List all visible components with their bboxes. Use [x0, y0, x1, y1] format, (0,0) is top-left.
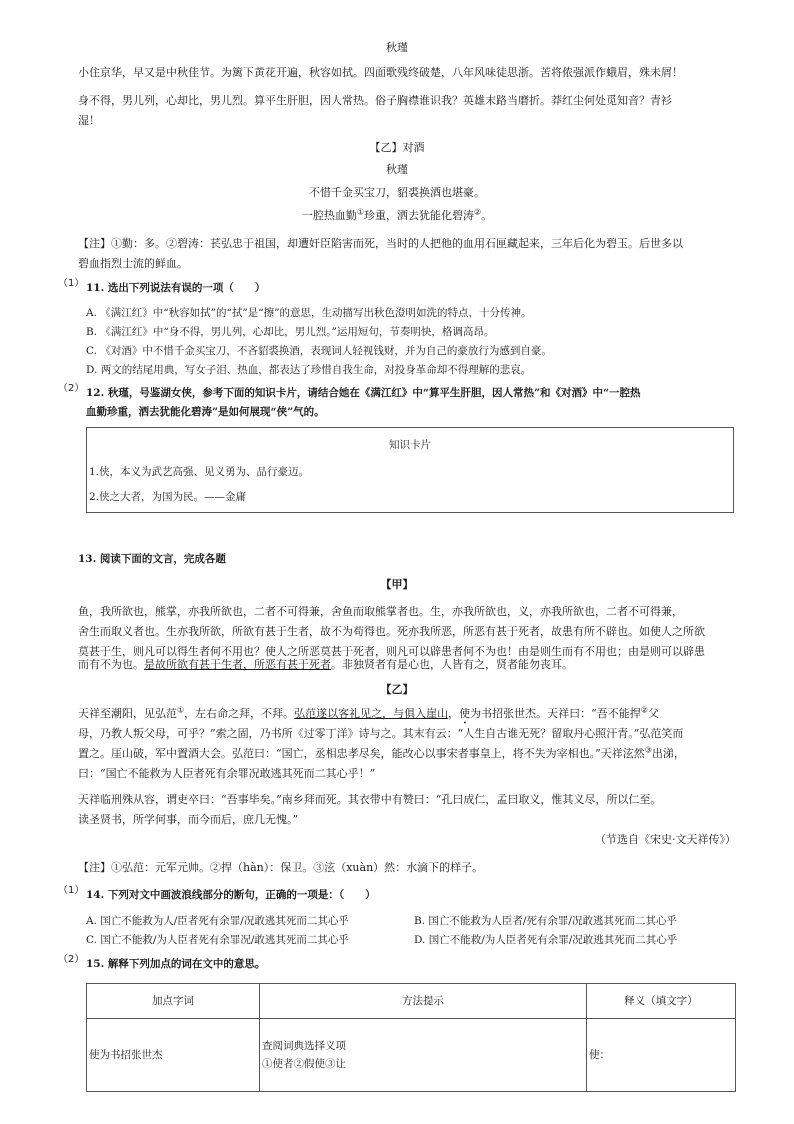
q15-index: （2）: [58, 954, 85, 965]
jia-line-2: 舍生而取义者也。生亦我所欲，所欲有甚于生者，故不为苟得也。死亦我所恶，所恶有甚于死者，故患有所不辟也。如使人之所欲: [78, 625, 705, 638]
yi-line-1e: 父: [647, 707, 659, 720]
yi-line-1a: 天祥至潮阳，见弘范: [78, 707, 177, 720]
q11-option-d[interactable]: D. 两文的结尾用典，写女子泪、热血，都表达了珍惜自我生命，对投身革命却不得理解的悲哀。: [86, 364, 532, 376]
yi-note: 【注】①弘范：元军元帅。②捍（hàn）：保卫。③泫（xuàn）然：水滴下的样子。: [78, 861, 484, 874]
poem2-author: 秋瑾: [386, 163, 408, 176]
q11-option-b[interactable]: B. 《满江红》中“身不得，男儿列，心却比，男儿烈。”运用短句，节奏明快，格调高昂。: [86, 326, 495, 338]
q12-index: （2）: [58, 383, 85, 394]
yi-line-1c: ，: [448, 707, 460, 720]
method-table: [86, 983, 736, 1092]
yi-line-3b: 出涕，: [651, 747, 685, 760]
q12-stem-line-1: 12. 秋瑾，号鉴湖女侠，参考下面的知识卡片，请结合她在《满江红》中“算平生肝胆，因人常热”和《对酒》中“一腔热: [86, 387, 641, 399]
yi-line-1b: ，左右命之拜，不拜。: [184, 707, 295, 720]
footnote-mark-yi-3: ③: [644, 745, 652, 755]
header-meaning: 释义（填文字）: [587, 984, 736, 1019]
header-word: 加点字词: [87, 984, 260, 1019]
poem2-line-2c: 。: [481, 209, 493, 222]
poem1-line-1: 小住京华，早又是中秋佳节。为篱下黄花开遍，秋容如拭。四面歌残终破楚，八年风味徒思浙。苦将侬强派作蛾眉，殊未屑！: [78, 66, 683, 79]
q11-index: （1）: [58, 278, 85, 289]
yi-line-3: [78, 744, 738, 763]
yi-underlined-sentence: 弘范遂以客礼见之，与俱入崖山: [294, 707, 449, 720]
yi-line-2: 母，乃教人叛父母，可乎？”索之固，乃书所《过零丁洋》诗与之。其末有云：“人生自古谁无死？留取丹心照汗青。”弘范笑而: [78, 727, 684, 740]
table-row: [87, 1019, 736, 1092]
knowledge-card-title: 知识卡片: [389, 439, 431, 451]
method-line-1: 查阅词典选择义项: [262, 1039, 346, 1052]
q15-stem: 15. 解释下列加点的词在文中的意思。: [86, 958, 266, 970]
passage-jia-label: 【甲】: [380, 578, 414, 591]
answer-cell[interactable]: 使：: [587, 1019, 736, 1092]
table-header-row: [87, 984, 736, 1019]
cell-method: [260, 1019, 587, 1092]
q12-stem-line-2: 血勤珍重，洒去犹能化碧涛”是如何展现“侠”气的。: [86, 406, 325, 418]
footnote-mark-yi-1: ①: [177, 705, 185, 715]
passage-yi-label: 【乙】: [380, 683, 414, 696]
q14-option-c[interactable]: C. 国亡不能救/为人臣者死有余罪况/敢逃其死而二其心乎: [86, 934, 349, 946]
poem1-line-2: 身不得，男儿列，心却比，男儿烈。算平生肝胆，因人常热。俗子胸襟谁识我？英雄末路当磨折。莽红尘何处觅知音？青衫: [78, 94, 672, 107]
poem2-line-1: 不惜千金买宝刀，貂裘换酒也堪豪。: [309, 186, 485, 199]
q14-option-b[interactable]: B. 国亡不能救为人臣者/死有余罪/况敢逃其死而二其心乎: [414, 915, 677, 927]
jia-line-4: [78, 655, 738, 674]
yi-line-5: 天祥临刑殊从容，谓吏卒曰：“吾事毕矣。”南乡拜而死。其衣带中有赞曰：“孔曰成仁，孟曰取义，惟其义尽，所以仁至。: [78, 793, 662, 806]
footnote-mark-yi-2: ②: [640, 705, 648, 715]
yi-line-4: 曰：“国亡不能救为人臣者死有余罪况敢逃其死而二其心乎！”: [78, 767, 376, 780]
yi-line-6: 读圣贤书，所学何事，而今而后，庶几无愧。”: [78, 813, 299, 826]
yi-line-3a: 置之。厓山破，军中置酒大会。弘范曰：“国亡，丞相忠孝尽矣，能改心以事宋者事皇上，将不失为宰相也。”天祥泫然: [78, 747, 645, 760]
yi-source: （节选自《宋史·文天祥传》）: [595, 833, 736, 846]
footnote-mark-2: ②: [474, 207, 482, 217]
note1-line-2: 碧血指烈士流的鲜血。: [78, 257, 188, 270]
q14-stem: 14. 下列对文中画波浪线部分的断句，正确的一项是：（ ）: [86, 889, 376, 901]
q11-option-c[interactable]: C. 《对酒》中不惜千金买宝刀，不吝貂裘换酒，表现词人轻视钱财，并为自己的豪放行为感到自豪。: [86, 345, 552, 357]
note1-line-1: 【注】①勤：多。②碧涛：苌弘忠于祖国，却遭奸臣陷害而死，当时的人把他的血用石匣藏起来，三年后化为碧玉。后世多以: [78, 237, 683, 250]
poem1-line-3: 湿！: [78, 114, 100, 127]
q11-option-a[interactable]: A. 《满江红》中“秋容如拭”的“拭”是“擦”的意思，生动描写出秋色澄明如洗的特点，十分传神。: [86, 307, 532, 319]
yi-line-1d: 为书招张世杰。天祥曰：“吾不能捍: [470, 707, 641, 720]
q14-index: （1）: [58, 885, 85, 896]
q13-heading: 13. 阅读下面的文言，完成各题: [78, 553, 226, 565]
method-line-2: ①使者②假使③让: [262, 1058, 346, 1070]
jia-underlined-sentence: 是故所欲有甚于生者，所恶有甚于死者: [144, 658, 331, 671]
knowledge-card-item-2: 2.侠之大者，为国为民。——金庸: [89, 491, 247, 503]
jia-line-3: 莫甚于生，则凡可以得生者何不用也？使人之所恶莫甚于死者，则凡可以辟患者何不为也！由是则生而有不用也；由是则可以辟患: [78, 645, 705, 658]
knowledge-card-item-1: 1.侠，本义为武艺高强、见义勇为、品行豪迈。: [89, 466, 310, 478]
q14-option-a[interactable]: A. 国亡不能救为人/臣者死有余罪/况敢逃其死而二其心乎: [86, 915, 349, 927]
poem2-title: 【乙】对酒: [369, 141, 425, 154]
footnote-mark-1: ①: [356, 207, 364, 217]
q11-stem: 11. 选出下列说法有误的一项（ ）: [86, 282, 266, 294]
poem1-author: 秋瑾: [386, 41, 408, 54]
poem2-line-2: [0, 206, 794, 225]
jia-line-4b: 。非独贤者有是心也，人皆有之，贤者能勿丧耳。: [331, 658, 573, 671]
poem2-line-2b: 珍重，洒去犹能化碧涛: [364, 209, 474, 222]
dotted-word-shi: 使: [459, 707, 471, 720]
header-method: 方法提示: [260, 984, 587, 1019]
q14-option-d[interactable]: D. 国亡不能救/为人臣者死有余罪/况敢逃其死而二其心乎: [414, 934, 678, 946]
knowledge-card: [86, 427, 734, 513]
cell-word: 使为书招张世杰: [87, 1019, 260, 1092]
jia-line-4a: 而有不为也。: [78, 658, 144, 671]
jia-line-1: 鱼，我所欲也，熊掌，亦我所欲也，二者不可得兼，舍鱼而取熊掌者也。生，亦我所欲也，义，亦我所欲也，二者不可得兼，: [78, 605, 683, 618]
poem2-line-2a: 一腔热血勤: [301, 209, 357, 222]
